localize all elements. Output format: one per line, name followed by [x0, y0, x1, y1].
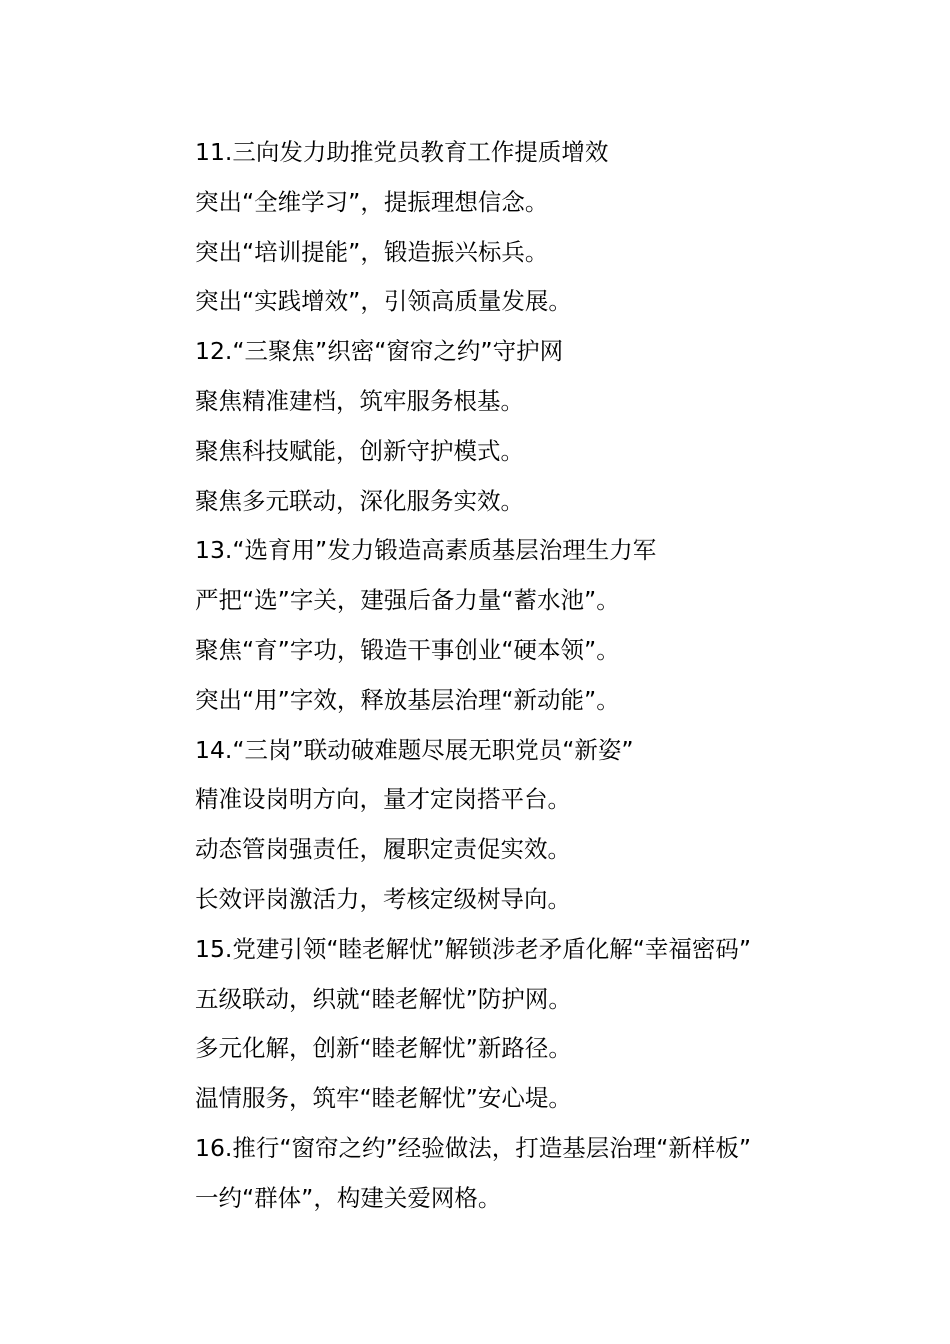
paragraph-line: 五级联动，织就“睦老解忧”防护网。	[195, 984, 572, 1013]
paragraph-line: 聚焦精准建档，筑牢服务根基。	[195, 386, 524, 415]
paragraph-line: 突出“用”字效，释放基层治理“新动能”。	[195, 685, 620, 714]
heading-15: 15.党建引领“睦老解忧”解锁涉老矛盾化解“幸福密码”	[195, 934, 752, 963]
paragraph-line: 温情服务，筑牢“睦老解忧”安心堤。	[195, 1084, 572, 1113]
heading-11: 11.三向发力助推党员教育工作提质增效	[195, 138, 609, 166]
paragraph-line: 精准设岗明方向，量才定岗搭平台。	[195, 785, 571, 814]
heading-14: 14.“三岗”联动破难题尽展无职党员“新姿”	[195, 735, 634, 764]
document-body	[195, 128, 895, 1224]
paragraph-line: 动态管岗强责任，履职定责促实效。	[195, 835, 571, 864]
paragraph-line: 聚焦“育”字功，锻造干事创业“硬本领”。	[195, 635, 620, 664]
paragraph-line: 突出“培训提能”，锻造振兴标兵。	[195, 237, 549, 266]
heading-16: 16.推行“窗帘之约”经验做法，打造基层治理“新样板”	[195, 1133, 752, 1162]
heading-12: 12.“三聚焦”织密“窗帘之约”守护网	[195, 337, 564, 366]
paragraph-line: 聚焦科技赋能，创新守护模式。	[195, 436, 524, 465]
paragraph-line: 一约“群体”，构建关爱网格。	[195, 1183, 502, 1212]
heading-13: 13.“选育用”发力锻造高素质基层治理生力军	[195, 536, 657, 565]
paragraph-line: 长效评岗激活力，考核定级树导向。	[195, 884, 571, 913]
paragraph-line: 多元化解，创新“睦老解忧”新路径。	[195, 1034, 572, 1063]
paragraph-line: 聚焦多元联动，深化服务实效。	[195, 486, 524, 515]
paragraph-line: 突出“全维学习”，提振理想信念。	[195, 187, 549, 216]
paragraph-line: 严把“选”字关，建强后备力量“蓄水池”。	[195, 586, 620, 615]
paragraph-line: 突出“实践增效”，引领高质量发展。	[195, 287, 572, 316]
